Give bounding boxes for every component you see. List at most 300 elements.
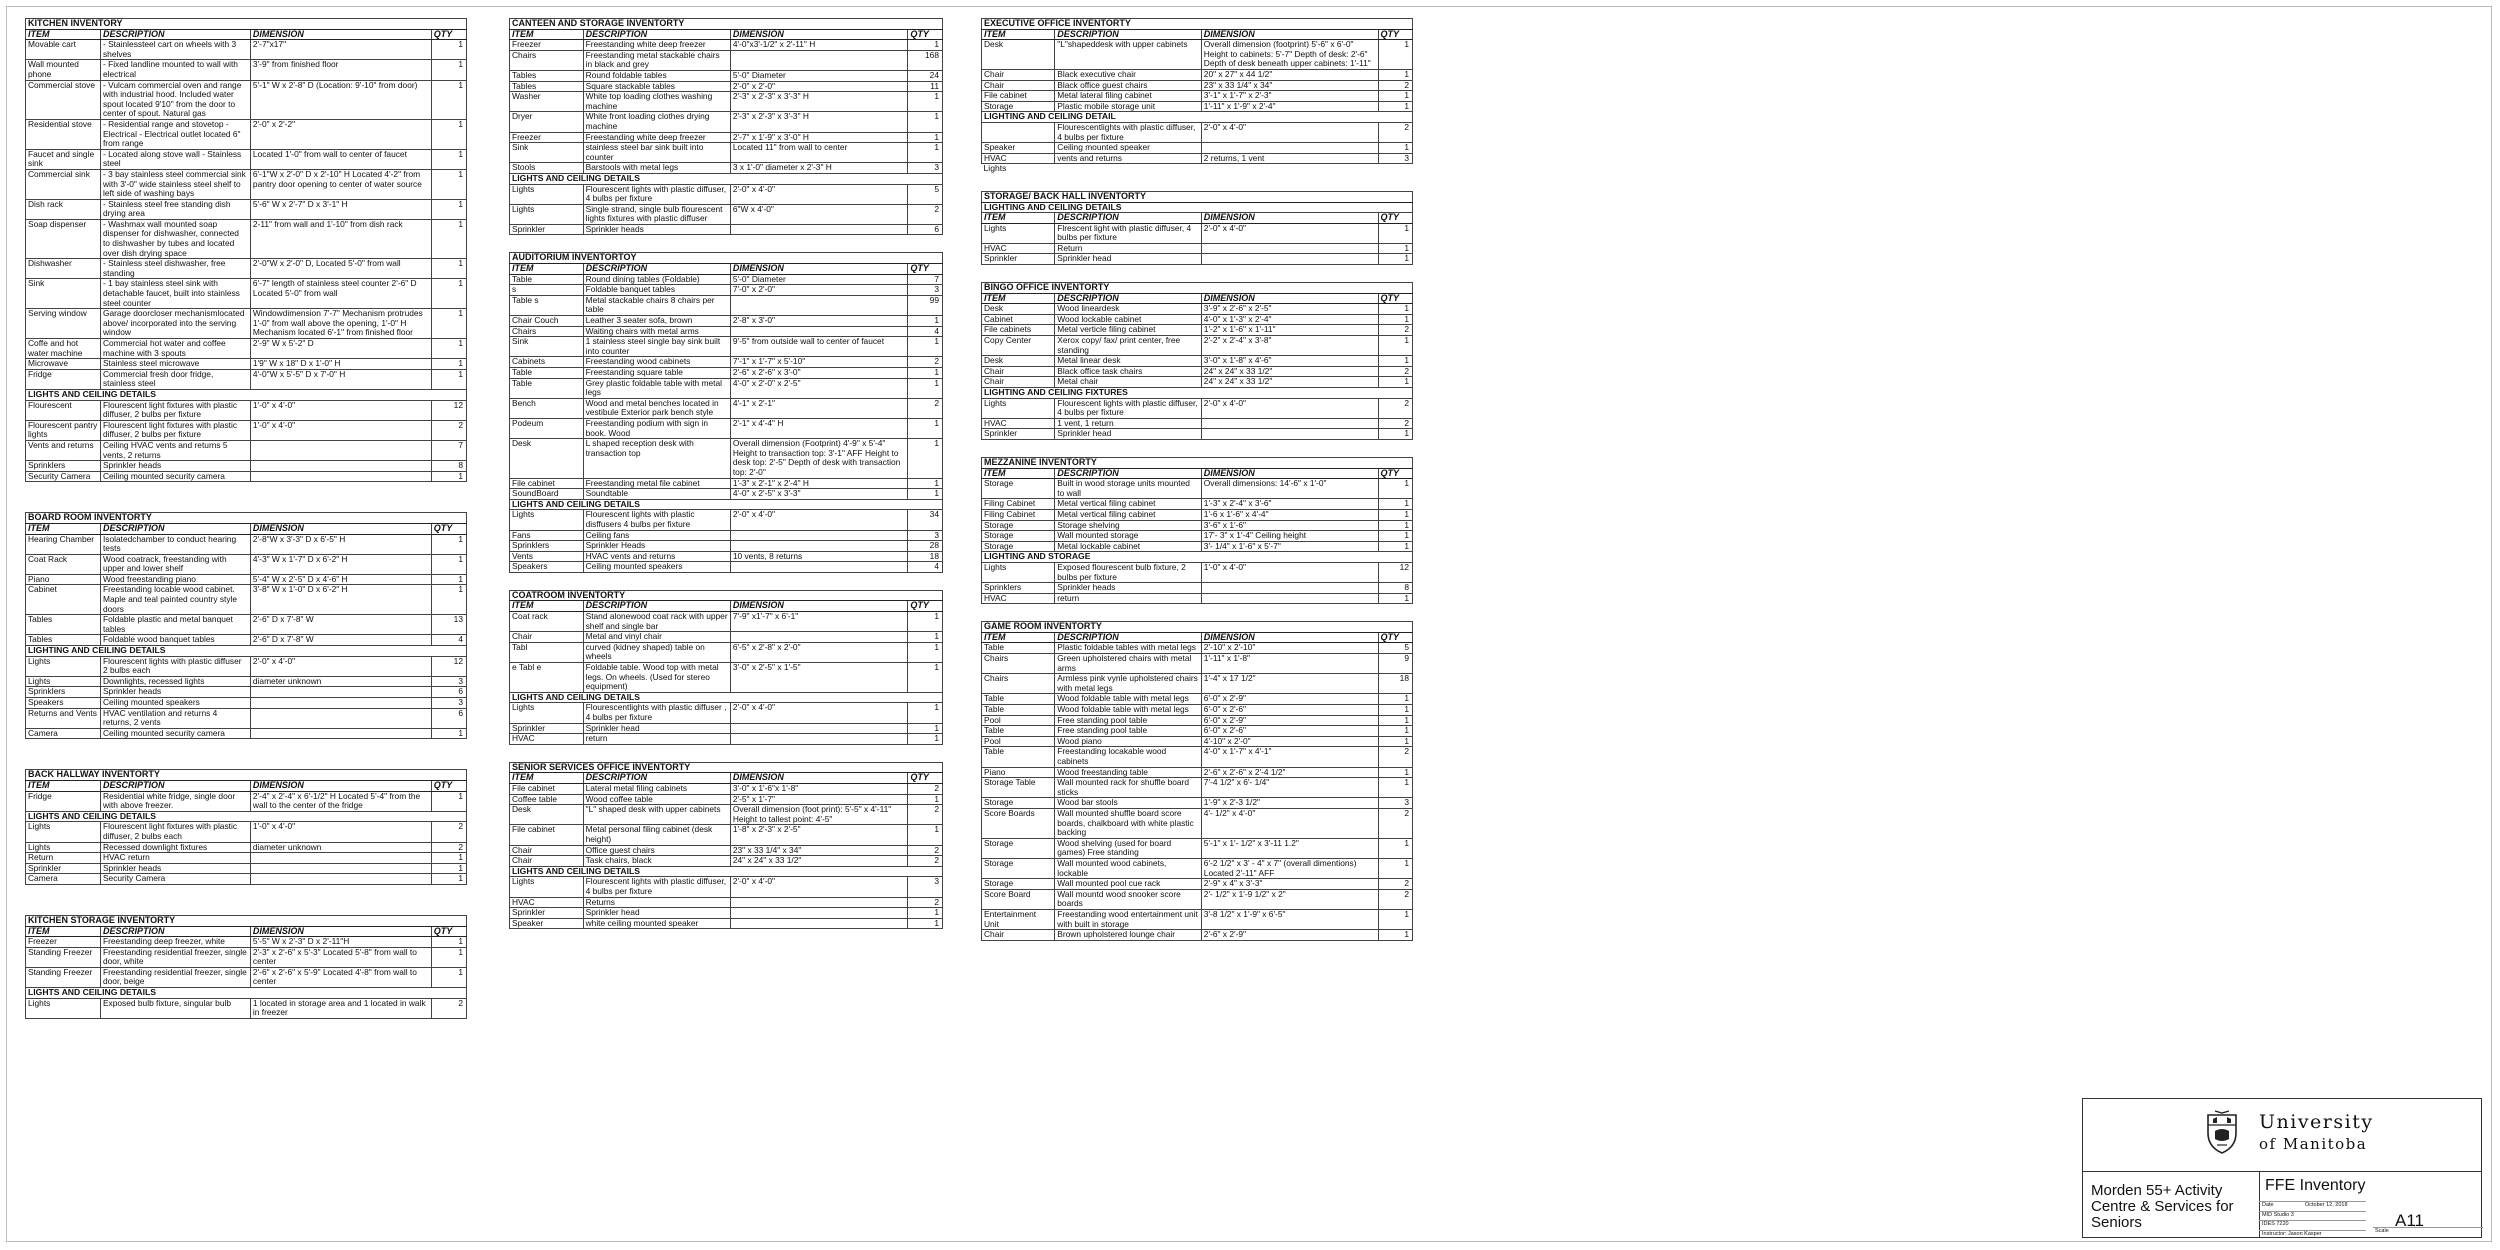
subsection-title-row: [510, 173, 943, 184]
item-cell: Chairs: [982, 674, 1055, 694]
dimension-cell: [1201, 593, 1378, 604]
column-header-row: [982, 213, 1413, 224]
item-cell: HVAC: [510, 734, 584, 745]
column-header: DIMENSION: [1201, 213, 1378, 224]
item-cell: Piano: [26, 574, 101, 585]
description-cell: Metal personal filing cabinet (desk height): [583, 825, 730, 845]
column-header-row: [26, 29, 467, 40]
table-row: [510, 805, 943, 825]
dimension-cell: 2'-6" x 2'-9": [1201, 930, 1378, 941]
qty-cell: 1: [1378, 223, 1413, 243]
section-title: KITCHEN INVENTORY: [26, 19, 467, 30]
item-cell: Desk: [510, 805, 584, 825]
description-cell: Sprinkler heads: [583, 224, 730, 235]
column-header: DESCRIPTION: [100, 29, 250, 40]
qty-cell: 3: [908, 163, 943, 174]
column-header: ITEM: [26, 926, 101, 937]
dimension-cell: [730, 295, 908, 315]
table-row: [510, 81, 943, 92]
item-cell: Sprinkler: [26, 863, 101, 874]
item-cell: Score Board: [982, 889, 1055, 909]
table-row: [26, 279, 467, 309]
qty-cell: 1: [431, 574, 466, 585]
column-header: DIMENSION: [1201, 632, 1378, 643]
qty-cell: 2: [431, 998, 466, 1018]
dimension-cell: diameter unknown: [250, 676, 431, 687]
item-cell: Lights: [26, 656, 101, 676]
description-cell: Grey plastic foldable table with metal legs: [583, 378, 730, 398]
qty-cell: 1: [431, 728, 466, 739]
table-row: [510, 825, 943, 845]
description-cell: Square stackable tables: [583, 81, 730, 92]
qty-cell: 1: [1378, 91, 1413, 102]
item-cell: Table: [982, 747, 1055, 767]
dimension-cell: 2'-0"W x 2'-0" D, Located 5'-0" from wall: [250, 259, 431, 279]
item-cell: Lights: [982, 223, 1055, 243]
section-title-row: [982, 191, 1413, 202]
item-cell: Wall mounted phone: [26, 60, 101, 80]
table-row: [510, 856, 943, 867]
description-cell: Black office task chairs: [1055, 366, 1202, 377]
item-cell: Dish rack: [26, 199, 101, 219]
dimension-cell: 1'-3" x 2'-4" x 3'-6": [1201, 499, 1378, 510]
dimension-cell: 4'-3" W x 1'-7" D x 6'-2" H: [250, 554, 431, 574]
item-cell: Podeum: [510, 418, 584, 438]
dimension-cell: 3'-0" x 2'-5" x 1'-5": [730, 663, 908, 693]
dimension-cell: 2'-0" x 4'-0": [1201, 223, 1378, 243]
description-cell: Wall mounted shuffle board score boards, chalkboard with white plastic backing: [1055, 808, 1202, 838]
qty-cell: 1: [1378, 705, 1413, 716]
dimension-cell: 2'-6" D x 7'-8" W: [250, 635, 431, 646]
table-row: [26, 676, 467, 687]
item-cell: Chair: [510, 856, 584, 867]
table-row: [26, 874, 467, 885]
item-cell: Security Camera: [26, 471, 101, 482]
item-cell: Soap dispenser: [26, 219, 101, 258]
qty-cell: 9: [1378, 654, 1413, 674]
table-row: [26, 635, 467, 646]
description-cell: Flourescentlights with plastic diffuser, 4 bulbs per fixture: [1055, 122, 1202, 142]
description-cell: Security Camera: [100, 874, 250, 885]
item-cell: Movable cart: [26, 40, 101, 60]
item-cell: Chair: [982, 377, 1055, 388]
qty-cell: 1: [908, 378, 943, 398]
qty-cell: 1: [1378, 336, 1413, 356]
qty-cell: 2: [1378, 122, 1413, 142]
dimension-cell: 1'-0" x 4'-0": [250, 822, 431, 842]
description-cell: Flourescent lights with plastic diffuser, 4 bulbs per fixture: [583, 877, 730, 897]
description-cell: Freestanding square table: [583, 368, 730, 379]
description-cell: - Fixed landline mounted to wall with electrical: [100, 60, 250, 80]
table-row: [510, 530, 943, 541]
table-row: [510, 632, 943, 643]
description-cell: Ceiling mounted speakers: [583, 562, 730, 573]
description-cell: Task chairs, black: [583, 856, 730, 867]
qty-cell: 3: [431, 676, 466, 687]
subsection-title-row: [510, 692, 943, 703]
subsection-title: LIGHTS AND CEILING DETAILS: [510, 499, 943, 510]
table-row: [982, 930, 1413, 941]
dimension-cell: 1'-2" x 1'-6" x 1'-11": [1201, 325, 1378, 336]
table-row: [510, 663, 943, 693]
description-cell: Exposed flourescent bulb fixture, 2 bulbs per fixture: [1055, 562, 1202, 582]
qty-cell: 1: [1378, 767, 1413, 778]
qty-cell: 2: [1378, 889, 1413, 909]
item-cell: Speaker: [510, 918, 584, 929]
table-row: [982, 767, 1413, 778]
dimension-cell: 2'-0" x 4'-0": [1201, 398, 1378, 418]
section-title: CANTEEN AND STORAGE INVENTORTY: [510, 19, 943, 30]
inventory-table: [509, 590, 943, 745]
description-cell: Freestanding wood entertainment unit with built in storage: [1055, 909, 1202, 929]
university-crest-icon: [2205, 1109, 2239, 1155]
dimension-cell: 2'-6" x 2'-6" x 2'-4 1/2": [1201, 767, 1378, 778]
description-cell: - Located along stove wall - Stainless steel: [100, 149, 250, 169]
item-cell: File cabinet: [510, 478, 584, 489]
subsection-title: LIGHTING AND STORAGE: [982, 552, 1413, 563]
section-title-row: [510, 590, 943, 601]
table-row: [510, 368, 943, 379]
column-header: QTY: [1378, 29, 1413, 40]
qty-cell: 1: [908, 337, 943, 357]
inventory-table: [981, 282, 1413, 440]
item-cell: Pool: [982, 715, 1055, 726]
item-cell: Table: [982, 643, 1055, 654]
table-row: [982, 858, 1413, 878]
qty-cell: 5: [908, 184, 943, 204]
qty-cell: 3: [908, 877, 943, 897]
table-row: [510, 478, 943, 489]
subsection-title-row: [26, 646, 467, 657]
dimension-cell: 6'-2 1/2" x 3' - 4" x 7" (overall dimentions) Located 2'-11" AFF: [1201, 858, 1378, 878]
qty-cell: 1: [1378, 356, 1413, 367]
table-row: [26, 259, 467, 279]
section-title: STORAGE/ BACK HALL INVENTORTY: [982, 191, 1413, 202]
table-row: [982, 838, 1413, 858]
dimension-cell: Overall dimension (foot print): 5'-5" x 4'-11" Height to tallest point: 4'-5": [730, 805, 908, 825]
description-cell: Ceiling fans: [583, 530, 730, 541]
table-row: [26, 585, 467, 615]
qty-cell: 1: [431, 863, 466, 874]
item-cell: Sink: [510, 143, 584, 163]
item-cell: Residential stove: [26, 119, 101, 149]
item-cell: Vents: [510, 551, 584, 562]
item-cell: Storage: [982, 798, 1055, 809]
item-cell: Desk: [510, 439, 584, 478]
qty-cell: 168: [908, 50, 943, 70]
column-header: DIMENSION: [250, 29, 431, 40]
description-cell: Sprinkler head: [583, 908, 730, 919]
description-cell: Exposed bulb fixture, singular bulb: [100, 998, 250, 1018]
description-cell: Leather 3 seater sofa, brown: [583, 316, 730, 327]
item-cell: SoundBoard: [510, 489, 584, 500]
table-row: [510, 612, 943, 632]
description-cell: - Stainlessteel cart on wheels with 3 shelves: [100, 40, 250, 60]
table-row: [510, 92, 943, 112]
description-cell: Flrescent light with plastic diffuser, 4 bulbs per fixture: [1055, 223, 1202, 243]
item-cell: HVAC: [982, 153, 1055, 164]
table-row: [510, 877, 943, 897]
item-cell: Fridge: [26, 369, 101, 389]
qty-cell: 1: [908, 703, 943, 723]
table-row: [510, 908, 943, 919]
dimension-cell: 5'-6" W x 2'-7" D x 3'-1" H: [250, 199, 431, 219]
column-header: DESCRIPTION: [1055, 632, 1202, 643]
item-cell: Pool: [982, 736, 1055, 747]
table-row: [982, 879, 1413, 890]
item-cell: Lights: [26, 822, 101, 842]
dimension-cell: 7'-0" x 2'-0": [730, 285, 908, 296]
description-cell: Wood shelving (used for board games) Free standing: [1055, 838, 1202, 858]
description-cell: Metal and vinyl chair: [583, 632, 730, 643]
description-cell: Wood freestanding table: [1055, 767, 1202, 778]
table-row: [982, 778, 1413, 798]
table-row: [510, 224, 943, 235]
table-row: [26, 219, 467, 258]
qty-cell: 1: [431, 259, 466, 279]
dimension-cell: [1201, 418, 1378, 429]
description-cell: Freestanding white deep freezer: [583, 132, 730, 143]
dimension-cell: 2'-9" W x 5'-2" D: [250, 339, 431, 359]
table-row: [510, 734, 943, 745]
inventory-table: [25, 18, 467, 482]
description-cell: Office guest chairs: [583, 845, 730, 856]
column-header: DIMENSION: [250, 780, 431, 791]
dimension-cell: 2'-4" x 2'-4" x 6'-1/2" H Located 5'-4" from the wall to the center of the fridge: [250, 791, 431, 811]
qty-cell: 1: [431, 119, 466, 149]
description-cell: Barstools with metal legs: [583, 163, 730, 174]
item-cell: Lights: [982, 562, 1055, 582]
instructor-name: Instructor: Jason Kasper: [2262, 1230, 2322, 1237]
table-row: [982, 509, 1413, 520]
table-row: [982, 593, 1413, 604]
dimension-cell: [730, 562, 908, 573]
qty-cell: 7: [431, 440, 466, 460]
qty-cell: 2: [908, 845, 943, 856]
qty-cell: 1: [431, 80, 466, 119]
table-row: [982, 726, 1413, 737]
column-header: ITEM: [26, 523, 101, 534]
description-cell: Wall mounted storage: [1055, 531, 1202, 542]
description-cell: Wood foldable table with metal legs: [1055, 694, 1202, 705]
description-cell: Flourescent lights with plastic disffusers 4 bulbs per fixture: [583, 510, 730, 530]
qty-cell: 99: [908, 295, 943, 315]
table-row: [982, 153, 1413, 164]
qty-cell: 1: [1378, 101, 1413, 112]
table-row: [510, 562, 943, 573]
item-cell: Freezer: [26, 937, 101, 948]
description-cell: Garage doorcloser mechanismlocated above/ incorporated into the serving window: [100, 309, 250, 339]
qty-cell: 1: [908, 40, 943, 51]
description-cell: 1 vent, 1 return: [1055, 418, 1202, 429]
description-cell: Wood lineardesk: [1055, 304, 1202, 315]
inventory-column-3: [981, 18, 1413, 941]
subsection-title: LIGHTING AND CEILING DETAILS: [26, 646, 467, 657]
dimension-cell: [730, 897, 908, 908]
dimension-cell: 1'-8" x 2'-3" x 2'-5": [730, 825, 908, 845]
dimension-cell: [730, 908, 908, 919]
description-cell: - Stainless steel dishwasher, free standing: [100, 259, 250, 279]
column-header-row: [510, 601, 943, 612]
qty-cell: 1: [908, 418, 943, 438]
description-cell: Sprinkler heads: [100, 863, 250, 874]
item-cell: File cabinet: [510, 825, 584, 845]
table-row: [510, 163, 943, 174]
description-cell: Freestanding podium with sign in book. Wood: [583, 418, 730, 438]
dimension-cell: [730, 918, 908, 929]
table-row: [510, 551, 943, 562]
qty-cell: 1: [908, 908, 943, 919]
description-cell: Foldable plastic and metal banquet tables: [100, 615, 250, 635]
column-header: ITEM: [982, 468, 1055, 479]
subsection-title-row: [26, 389, 467, 400]
section-title: SENIOR SERVICES OFFICE INVENTORTY: [510, 762, 943, 773]
item-cell: Table: [510, 378, 584, 398]
qty-cell: 3: [1378, 798, 1413, 809]
column-header: QTY: [1378, 213, 1413, 224]
item-cell: Return: [26, 853, 101, 864]
dimension-cell: [730, 632, 908, 643]
table-row: [510, 418, 943, 438]
dimension-cell: 4'-0" x 2'-5" x 3'-3": [730, 489, 908, 500]
dimension-cell: 2'-8" x 3'-0": [730, 316, 908, 327]
description-cell: Ceiling mounted speakers: [100, 698, 250, 709]
column-header-row: [982, 468, 1413, 479]
dimension-cell: [250, 874, 431, 885]
qty-cell: 1: [908, 112, 943, 132]
description-cell: Wood and metal benches located in vestibule Exterior park bench style: [583, 398, 730, 418]
dimension-cell: [730, 326, 908, 337]
description-cell: Sprinkler head: [1055, 429, 1202, 440]
column-header: QTY: [431, 523, 466, 534]
subsection-title-row: [982, 112, 1413, 123]
table-row: [982, 398, 1413, 418]
inventory-table: [509, 18, 943, 235]
dimension-cell: 1'-11" x 1'-9" x 2'-4": [1201, 101, 1378, 112]
qty-cell: 1: [1378, 858, 1413, 878]
dimension-cell: 3'-6" x 1'-6": [1201, 520, 1378, 531]
item-cell: Commercial stove: [26, 80, 101, 119]
table-row: [982, 429, 1413, 440]
table-row: [510, 274, 943, 285]
qty-cell: 2: [908, 357, 943, 368]
dimension-cell: 24" x 24" x 33 1/2": [1201, 366, 1378, 377]
dimension-cell: 4'-0" x 1'-7" x 4'-1": [1201, 747, 1378, 767]
item-cell: File cabinet: [510, 783, 584, 794]
dimension-cell: 9'-5" from outside wall to center of faucet: [730, 337, 908, 357]
qty-cell: 4: [908, 326, 943, 337]
column-header: ITEM: [26, 780, 101, 791]
university-name-line2: of Manitoba: [2259, 1135, 2368, 1153]
description-cell: L shaped reception desk with transaction top: [583, 439, 730, 478]
item-cell: Standing Freezer: [26, 947, 101, 967]
qty-cell: 2: [431, 822, 466, 842]
dimension-cell: 6'-1"W x 2'-0" D x 2'-10" H Located 4'-2" from pantry door opening to center of water source: [250, 169, 431, 199]
column-header-row: [982, 29, 1413, 40]
section-subtitle-row: [982, 202, 1413, 213]
dimension-cell: 2'-0" x 4'-0": [250, 656, 431, 676]
section-title-row: [982, 283, 1413, 294]
item-cell: Piano: [982, 767, 1055, 778]
qty-cell: 2: [1378, 747, 1413, 767]
subsection-title-row: [510, 866, 943, 877]
table-row: [982, 101, 1413, 112]
item-cell: Fridge: [26, 791, 101, 811]
column-header: QTY: [1378, 293, 1413, 304]
item-cell: Chair: [982, 80, 1055, 91]
dimension-cell: 2-11" from wall and 1'-10" from dish rack: [250, 219, 431, 258]
qty-cell: 1: [431, 309, 466, 339]
description-cell: Black executive chair: [1055, 69, 1202, 80]
description-cell: Single strand, single bulb flourescent lights fixtures with plastic diffuser: [583, 204, 730, 224]
qty-cell: 2: [1378, 80, 1413, 91]
table-row: [26, 420, 467, 440]
item-cell: Storage: [982, 101, 1055, 112]
section-title: KITCHEN STORAGE INVENTORTY: [26, 915, 467, 926]
qty-cell: 1: [908, 794, 943, 805]
column-header: QTY: [908, 773, 943, 784]
qty-cell: 18: [1378, 674, 1413, 694]
qty-cell: 1: [431, 554, 466, 574]
item-cell: Cabinets: [510, 357, 584, 368]
table-row: [982, 562, 1413, 582]
dimension-cell: 7'-1" x 1'-7" x 5'-10": [730, 357, 908, 368]
inventory-table: [509, 252, 943, 572]
description-cell: return: [1055, 593, 1202, 604]
table-row: [510, 845, 943, 856]
inventory-table: [981, 621, 1413, 940]
description-cell: Wood foldable table with metal legs: [1055, 705, 1202, 716]
item-cell: Storage: [982, 858, 1055, 878]
column-header: QTY: [908, 601, 943, 612]
item-cell: Table: [510, 368, 584, 379]
description-cell: Wood lockable cabinet: [1055, 314, 1202, 325]
description-cell: Wall mountd wood snooker score boards: [1055, 889, 1202, 909]
description-cell: Freestanding locable wood cabinet. Maple and teal painted country style doors: [100, 585, 250, 615]
section-title: BOARD ROOM INVENTORTY: [26, 513, 467, 524]
subsection-title: LIGHTS AND CEILING DETAILS: [510, 692, 943, 703]
description-cell: Metal chair: [1055, 377, 1202, 388]
item-cell: Tables: [510, 81, 584, 92]
item-cell: Chair Couch: [510, 316, 584, 327]
course-code: IDES 7220: [2262, 1221, 2289, 1227]
qty-cell: 2: [1378, 879, 1413, 890]
table-row: [26, 656, 467, 676]
qty-cell: 1: [1378, 541, 1413, 552]
column-header: QTY: [1378, 632, 1413, 643]
qty-cell: 2: [908, 204, 943, 224]
description-cell: Flourescent light fixtures with plastic diffuser, 2 bulbs per fixture: [100, 420, 250, 440]
qty-cell: 1: [908, 478, 943, 489]
inventory-table: [981, 18, 1413, 174]
description-cell: Metal vertical filing cabinet: [1055, 499, 1202, 510]
item-cell: Copy Center: [982, 336, 1055, 356]
dimension-cell: 5'-0" Diameter: [730, 274, 908, 285]
item-cell: s: [510, 285, 584, 296]
column-header: ITEM: [510, 264, 584, 275]
section-title-row: [510, 762, 943, 773]
dimension-cell: 2'-8"W x 3'-3" D x 6'-5" H: [250, 534, 431, 554]
item-cell: HVAC: [510, 897, 584, 908]
column-header: ITEM: [982, 293, 1055, 304]
section-title-row: [26, 513, 467, 524]
qty-cell: 1: [1378, 531, 1413, 542]
item-cell: Lights: [510, 510, 584, 530]
item-cell: Lights: [26, 998, 101, 1018]
section-title-row: [982, 622, 1413, 633]
description-cell: Residential white fridge, single door with above freezer.: [100, 791, 250, 811]
table-row: [982, 643, 1413, 654]
